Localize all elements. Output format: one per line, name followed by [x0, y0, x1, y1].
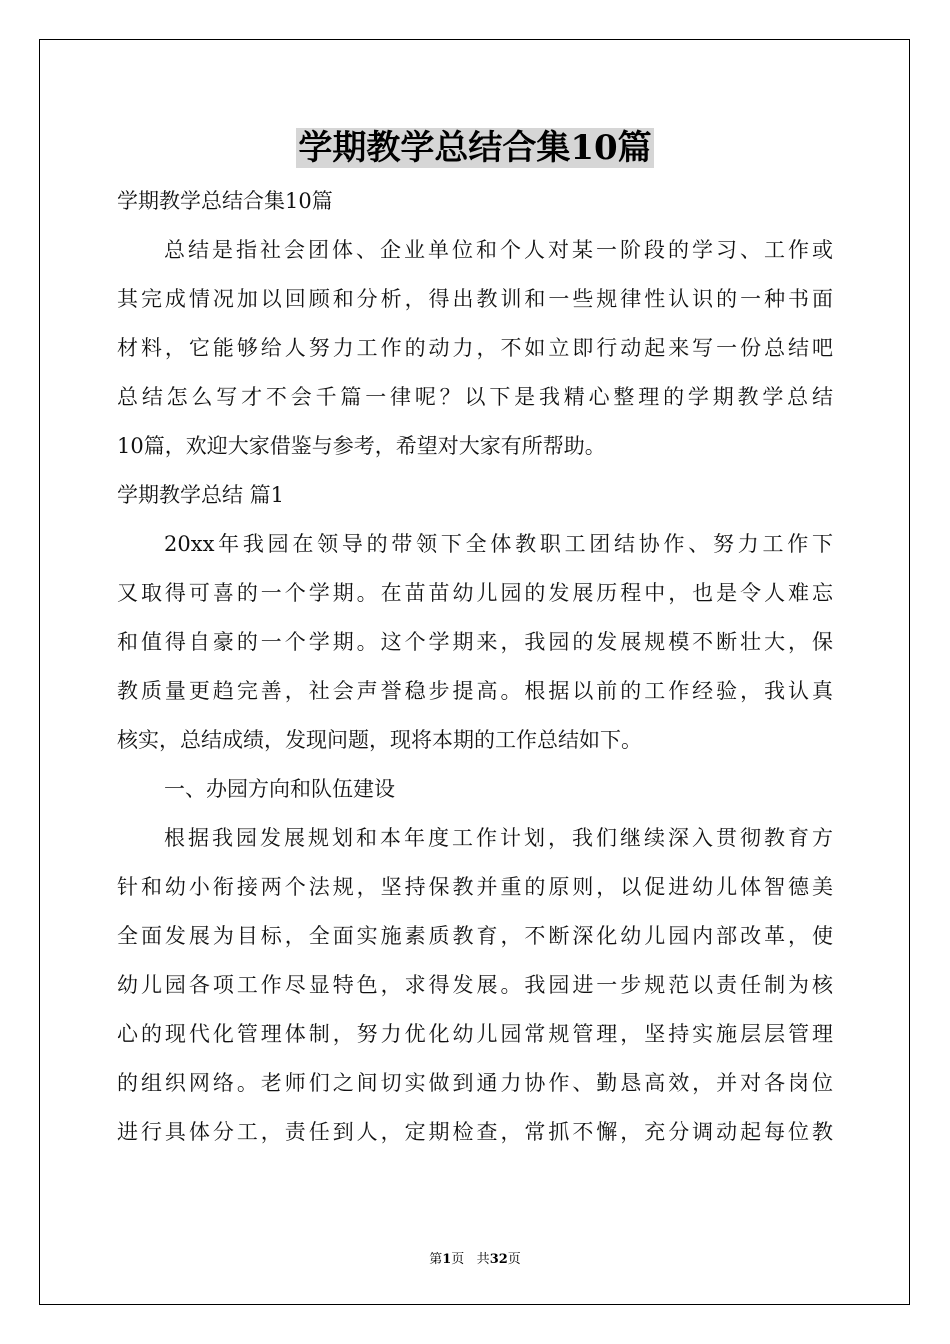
footer-total-suffix: 页: [507, 1252, 521, 1267]
document-body: [117, 177, 833, 1157]
footer-page-prefix: 第: [429, 1252, 443, 1267]
text-line: 幼儿园各项工作尽显特色，求得发展。我园进一步规范以责任制为核: [117, 973, 833, 997]
text-line: 学期教学总结 篇1: [117, 483, 285, 507]
text-line: 进行具体分工，责任到人，定期检查，常抓不懈，充分调动起每位教: [117, 1120, 833, 1144]
footer-total-prefix: 共: [476, 1252, 490, 1267]
footer-page-suffix: 页: [451, 1252, 465, 1267]
text-line: 教质量更趋完善，社会声誉稳步提高。根据以前的工作经验，我认真: [117, 679, 833, 703]
text-line: 全面发展为目标，全面实施素质教育，不断深化幼儿园内部改革，使: [117, 924, 833, 948]
text-line: 10篇，欢迎大家借鉴与参考，希望对大家有所帮助。: [117, 434, 606, 458]
text-line: 一、办园方向和队伍建设: [164, 777, 395, 801]
text-line: 学期教学总结合集10篇: [117, 189, 333, 213]
text-line: 又取得可喜的一个学期。在苗苗幼儿园的发展历程中，也是令人难忘: [117, 581, 833, 605]
footer-page-number: 1: [442, 1252, 452, 1267]
footer-total-pages: 32: [489, 1252, 508, 1267]
text-line: 心的现代化管理体制，努力优化幼儿园常规管理，坚持实施层层管理: [117, 1022, 833, 1046]
page-footer: [0, 1248, 950, 1267]
text-line: 材料，它能够给人努力工作的动力，不如立即行动起来写一份总结吧: [117, 336, 833, 360]
text-line: 总结怎么写才不会千篇一律呢？以下是我精心整理的学期教学总结: [117, 385, 833, 409]
text-line: 20xx年我园在领导的带领下全体教职工团结协作、努力工作下: [164, 532, 833, 556]
text-line: 的组织网络。老师们之间切实做到通力协作、勤恳高效，并对各岗位: [117, 1071, 833, 1095]
text-line: 其完成情况加以回顾和分析，得出教训和一些规律性认识的一种书面: [117, 287, 833, 311]
text-line: 针和幼小衔接两个法规，坚持保教并重的原则，以促进幼儿体智德美: [117, 875, 833, 899]
text-line: 核实，总结成绩，发现问题，现将本期的工作总结如下。: [117, 728, 642, 752]
document-title: 学期教学总结合集10篇: [298, 128, 652, 168]
text-line: 总结是指社会团体、企业单位和个人对某一阶段的学习、工作或: [164, 238, 833, 262]
document-title-container: [0, 128, 950, 168]
text-line: 根据我园发展规划和本年度工作计划，我们继续深入贯彻教育方: [164, 826, 833, 850]
text-line: 和值得自豪的一个学期。这个学期来，我园的发展规模不断壮大，保: [117, 630, 833, 654]
